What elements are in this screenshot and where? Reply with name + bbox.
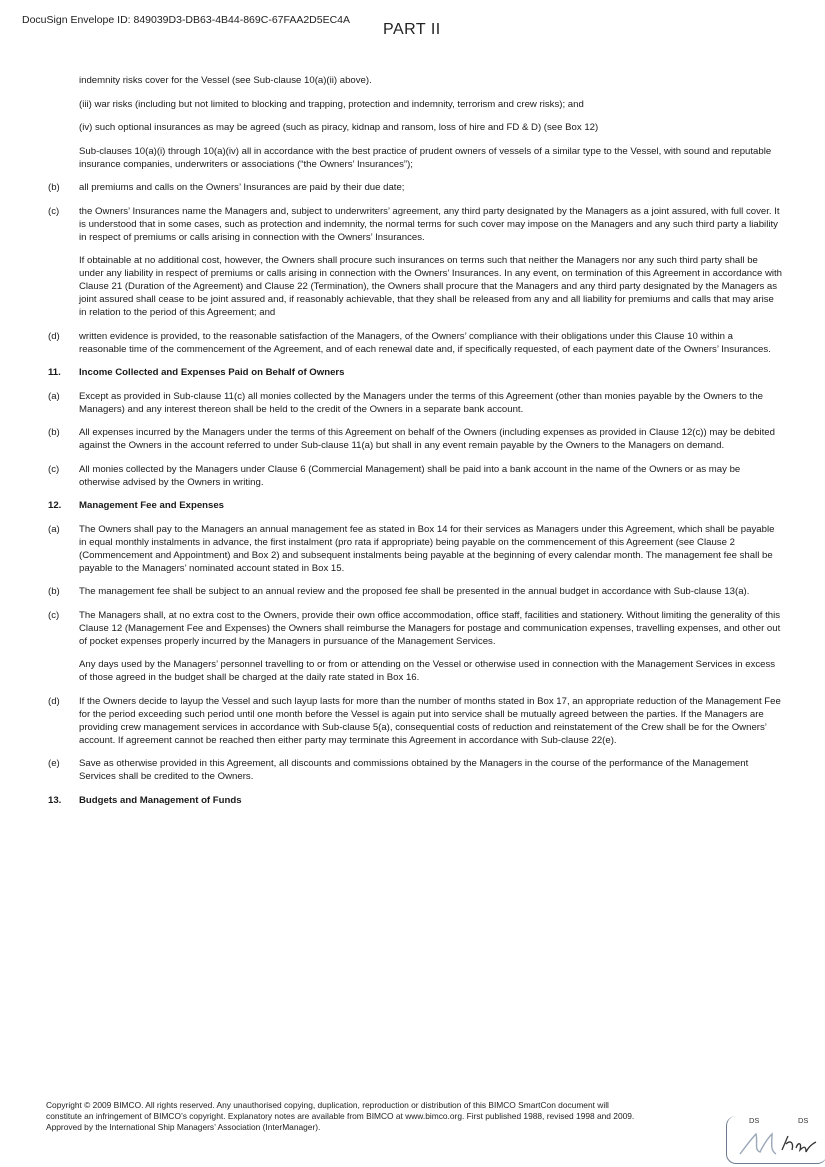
clause-number: 11.	[48, 367, 61, 378]
clause-number: 12.	[48, 500, 62, 511]
footer-line: Copyright © 2009 BIMCO. All rights reserved. Any unauthorised copying, duplication, reproduction or distribution of this BIMCO SmartCon document will	[46, 1100, 609, 1110]
footer-line: constitute an infringement of BIMCO’s copyright. Explanatory notes are available from BIMCO at www.bimco.org. First published 1988, revised 1998 and 2009.	[46, 1111, 635, 1121]
clause-text: Save as otherwise provided in this Agreement, all discounts and commissions obtained by the Managers in the course of the performance of the Management Services shall be credited to the Owners.	[79, 758, 749, 782]
clause-text: All expenses incurred by the Managers under the terms of this Agreement on behalf of the Owners (including expenses as provided in Clause 12(c)) may be debited against the Owners in the account referred to under Sub-clause 11(a) but shall in any event remain payable by the Owners to the Managers on demand.	[79, 427, 775, 451]
clause-text: Except as provided in Sub-clause 11(c) all monies collected by the Managers under the terms of this Agreement (other than monies payable by the Owners to the Managers) and any interest thereon shall be held to the credit of the Owners in a separate bank account.	[79, 390, 764, 415]
clause-paragraph: The Managers shall, at no extra cost to the Owners, provide their own office accommodation, office staff, facilities and stationery. Without limiting the generality of this Clause 12 (Management Fee and Expenses) the Owners shall reimburse the Managers for postage and communication expenses, travelling expenses, and other out of pocket expenses properly incurred by the Managers in pursuance of the Management Services.	[79, 609, 781, 647]
clause-10-d	[48, 330, 783, 356]
clause-12-e	[48, 757, 783, 783]
intro-optional-insurances: (iv) such optional insurances as may be agreed (such as piracy, kidnap and ransom, loss of hire and FD & D) (see Box 12)	[79, 122, 599, 133]
clause-label: (c)	[48, 205, 60, 217]
clause-label: (d)	[48, 695, 60, 707]
clause-label: (a)	[48, 523, 60, 535]
clause-label: (e)	[48, 758, 60, 769]
clause-paragraph: If obtainable at no additional cost, however, the Owners shall procure such insurances on terms such that neither the Managers nor any such third party shall be under any liability in respect of premiums or calls arising in connection with the Owners’ Insurances. In any event, on termination of this Agreement in accordance with Clause 21 (Duration of the Agreement) and Clause 22 (Termination), the Owners shall procure that the Managers and any third party designated by the Managers as joint assured shall cease to be joint assured and, if reasonably achievable, that they shall be released from any and all liability for premiums and calls that may arise in relation to the period of this Agreement; and	[79, 255, 783, 318]
clause-11-heading	[48, 366, 783, 379]
part-title: PART II	[383, 21, 441, 38]
clause-paragraph: Any days used by the Managers’ personnel travelling to or from or attending on the Vessel or otherwise used in connection with the Management Services in excess of those agreed in the budget shall be charged at the daily rate stated in Box 16.	[79, 659, 776, 683]
copyright-footer	[46, 1100, 766, 1133]
clause-text: The Owners shall pay to the Managers an annual management fee as stated in Box 14 for their services as Managers under this Agreement, which shall be payable in equal monthly instalments in advance, the first instalment (pro rata if appropriate) being payable on the commencement of this Agreement (see Clause 2 (Commencement and Appointment) and Box 2) and subsequent instalments being payable at the beginning of every calendar month. The management fee shall be payable to the Managers’ nominated account stated in Box 15.	[79, 523, 775, 574]
clause-12-heading	[48, 499, 783, 512]
clause-number: 13.	[48, 794, 62, 806]
clause-12-c	[48, 609, 783, 685]
clause-title: Budgets and Management of Funds	[79, 794, 242, 806]
clause-12-a	[48, 523, 783, 575]
clause-title: Management Fee and Expenses	[79, 500, 225, 511]
clause-10-b	[48, 181, 783, 194]
intro-war-risks: (iii) war risks (including but not limited to blocking and trapping, protection and indemnity, terrorism and crew risks); and	[79, 98, 584, 110]
clause-12-d	[48, 695, 783, 747]
clause-text: written evidence is provided, to the reasonable satisfaction of the Managers, of the Owners’ compliance with their obligations under this Clause 10 within a reasonable time of the commencement of the Agreement, and of each renewal date and, if specifically requested, of each payment date of the Owners’ Insurances.	[79, 330, 771, 355]
clause-label: (b)	[48, 427, 60, 438]
clause-11-a	[48, 390, 783, 416]
clause-label: (a)	[48, 390, 60, 402]
clause-label: (b)	[48, 182, 60, 193]
clause-title: Income Collected and Expenses Paid on Behalf of Owners	[79, 367, 345, 378]
clause-paragraph: the Owners’ Insurances name the Managers and, subject to underwriters’ agreement, any third party designated by the Managers as a joint assured, with full cover. It is understood that in some cases, such as protection and indemnity, the normal terms for such cover may impose on the Managers and any such third party a liability in respect of premiums or calls arising in connection with the Owners’ Insurances.	[79, 205, 780, 243]
footer-line: Approved by the International Ship Managers’ Association (InterManager).	[46, 1122, 321, 1132]
clause-label: (c)	[48, 463, 60, 475]
clause-text	[79, 205, 783, 320]
clause-11-b	[48, 426, 783, 452]
document-body	[48, 74, 783, 817]
clause-10-c	[48, 205, 783, 320]
clause-text: All monies collected by the Managers under Clause 6 (Commercial Management) shall be paid into a bank account in the name of the Owners or as may be otherwise advised by the Owners in writing.	[79, 463, 741, 488]
clause-label: (d)	[48, 330, 60, 342]
clause-text: The management fee shall be subject to an annual review and the proposed fee shall be presented in the annual budget in accordance with Sub-clause 13(a).	[79, 586, 750, 597]
clause-text	[79, 609, 783, 685]
clause-12-b	[48, 585, 783, 598]
intro-summary: Sub-clauses 10(a)(i) through 10(a)(iv) all in accordance with the best practice of prudent owners of vessels of a similar type to the Vessel, with sound and reputable insurance companies, underwriters or associations (“the Owners’ Insurances”);	[79, 145, 772, 170]
clause-text: all premiums and calls on the Owners’ Insurances are paid by their due date;	[79, 182, 405, 193]
docusign-tag: DS	[798, 1116, 809, 1125]
docusign-tag: DS	[749, 1116, 760, 1125]
handwritten-initials-signature	[736, 1128, 822, 1160]
clause-11-c	[48, 463, 783, 489]
envelope-id: DocuSign Envelope ID: 849039D3-DB63-4B44-869C-67FAA2D5EC4A	[22, 14, 351, 26]
clause-label: (b)	[48, 586, 60, 597]
clause-text: If the Owners decide to layup the Vessel and such layup lasts for more than the number of months stated in Box 17, an appropriate reduction of the Management Fee for the period exceeding such period until one month before the Vessel is again put into service shall be mutually agreed between the parties. If the Managers are providing crew management services in accordance with Sub-clause 5(a), consequential costs of reduction and reinstatement of the Crew shall be for the Owners’ account. If agreement cannot be reached then either party may terminate this Agreement in accordance with Sub-clause 22(e).	[79, 695, 781, 746]
clause-13-heading	[48, 794, 783, 807]
intro-line: indemnity risks cover for the Vessel (see Sub-clause 10(a)(ii) above).	[79, 75, 372, 86]
clause-label: (c)	[48, 609, 60, 621]
